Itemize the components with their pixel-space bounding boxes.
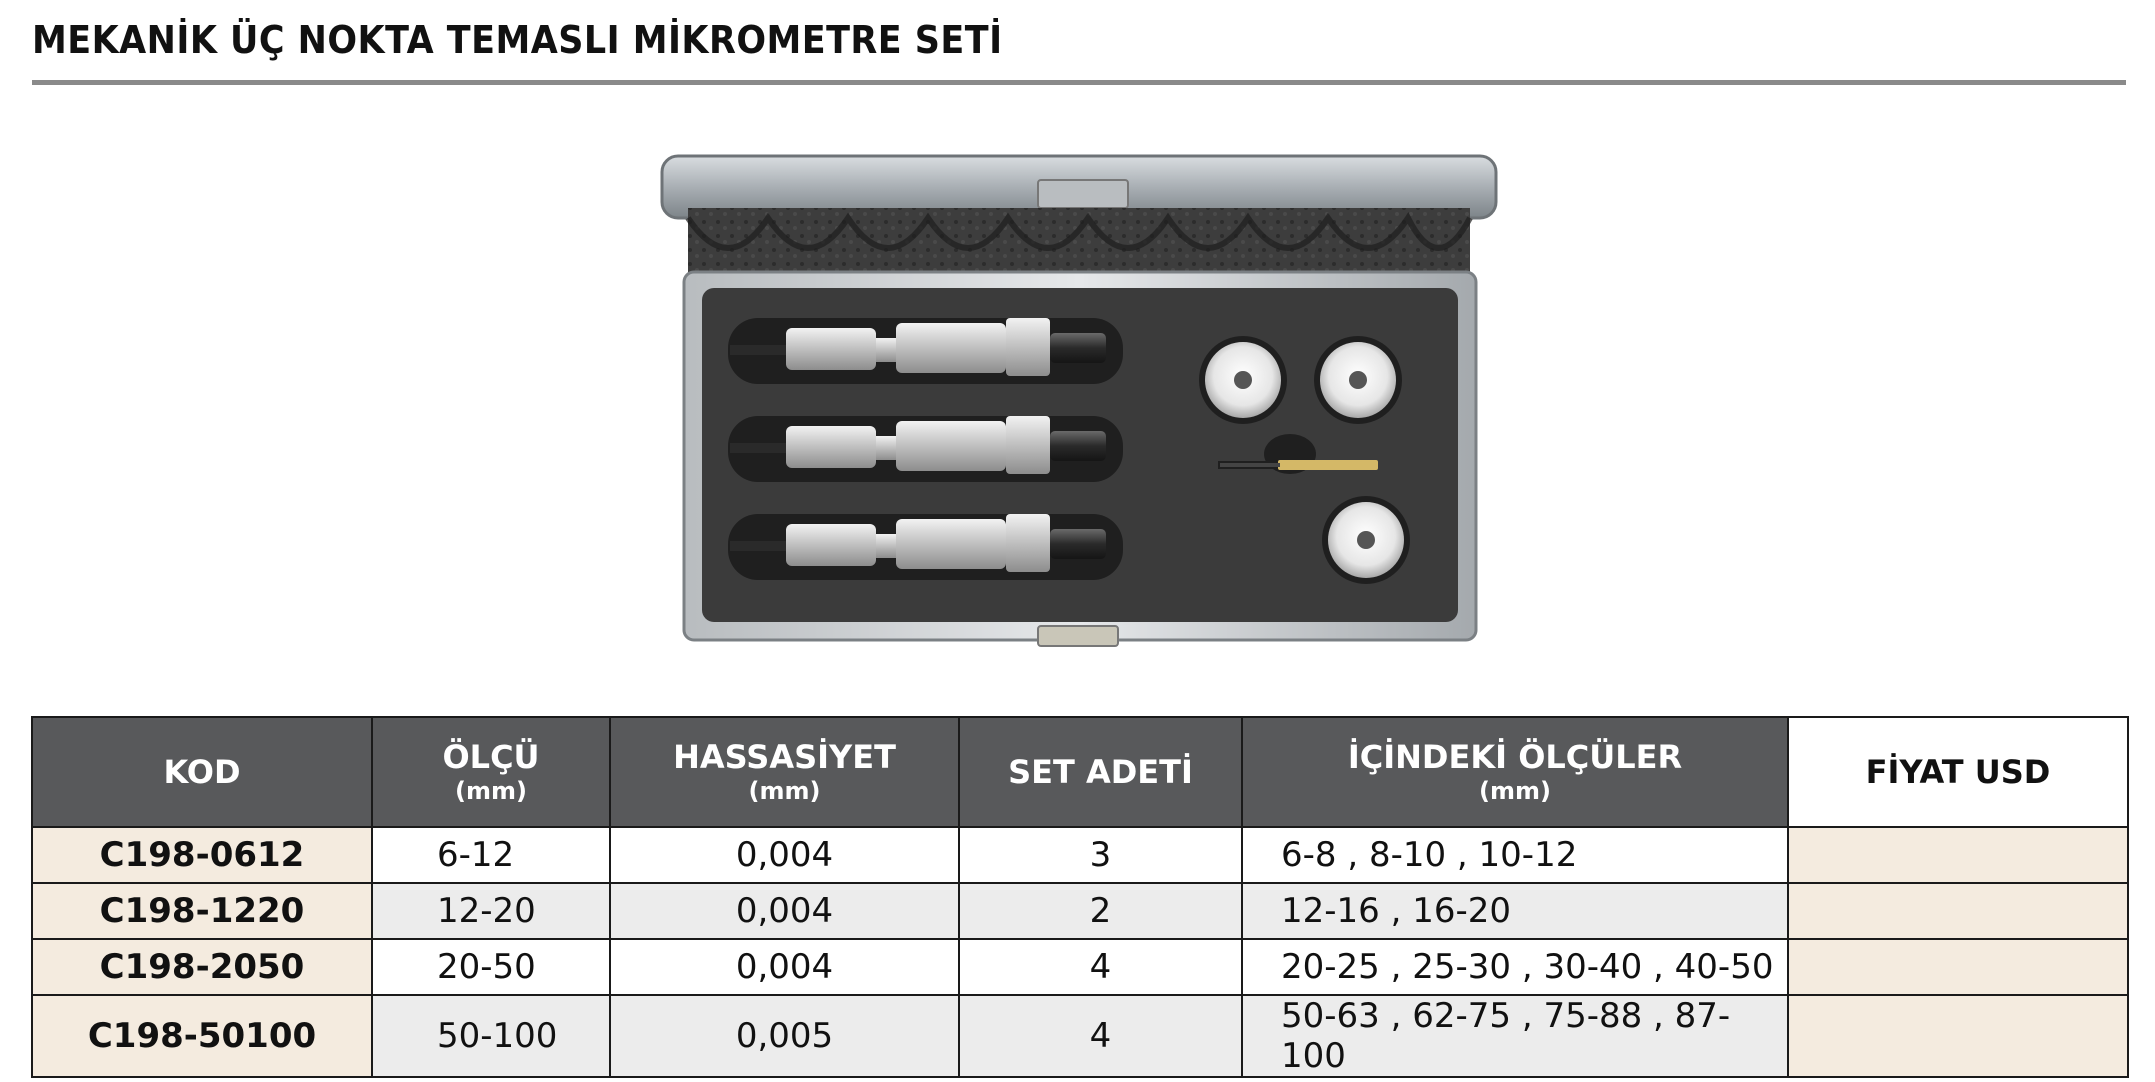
cell-kod: C198-0612 bbox=[32, 827, 372, 883]
cell-fiyat bbox=[1788, 995, 2128, 1077]
header-icindeki: İÇİNDEKİ ÖLÇÜLER (mm) bbox=[1242, 717, 1788, 827]
product-table bbox=[31, 716, 2129, 1078]
cell-set-adeti: 3 bbox=[959, 827, 1242, 883]
cell-fiyat bbox=[1788, 883, 2128, 939]
cell-icindeki: 50-63 , 62-75 , 75-88 , 87-100 bbox=[1242, 995, 1788, 1077]
header-olcu: ÖLÇÜ (mm) bbox=[372, 717, 610, 827]
table-row bbox=[32, 883, 2128, 939]
page-title: MEKANİK ÜÇ NOKTA TEMASLI MİKROMETRE SETİ bbox=[32, 18, 1003, 62]
header-set-adeti: SET ADETİ bbox=[959, 717, 1242, 827]
cell-fiyat bbox=[1788, 939, 2128, 995]
header-fiyat: FİYAT USD bbox=[1788, 717, 2128, 827]
cell-olcu: 6-12 bbox=[372, 827, 610, 883]
header-kod: KOD bbox=[32, 717, 372, 827]
cell-hassasiyet: 0,005 bbox=[610, 995, 959, 1077]
table-row bbox=[32, 939, 2128, 995]
cell-icindeki: 20-25 , 25-30 , 30-40 , 40-50 bbox=[1242, 939, 1788, 995]
cell-set-adeti: 2 bbox=[959, 883, 1242, 939]
cell-olcu: 50-100 bbox=[372, 995, 610, 1077]
cell-olcu: 12-20 bbox=[372, 883, 610, 939]
header-hassasiyet: HASSASİYET (mm) bbox=[610, 717, 959, 827]
table-header-row bbox=[32, 717, 2128, 827]
table-row bbox=[32, 995, 2128, 1077]
cell-kod: C198-2050 bbox=[32, 939, 372, 995]
cell-set-adeti: 4 bbox=[959, 939, 1242, 995]
cell-fiyat bbox=[1788, 827, 2128, 883]
cell-icindeki: 12-16 , 16-20 bbox=[1242, 883, 1788, 939]
cell-icindeki: 6-8 , 8-10 , 10-12 bbox=[1242, 827, 1788, 883]
cell-olcu: 20-50 bbox=[372, 939, 610, 995]
cell-hassasiyet: 0,004 bbox=[610, 883, 959, 939]
cell-set-adeti: 4 bbox=[959, 995, 1242, 1077]
cell-kod: C198-50100 bbox=[32, 995, 372, 1077]
cell-kod: C198-1220 bbox=[32, 883, 372, 939]
cell-hassasiyet: 0,004 bbox=[610, 827, 959, 883]
cell-hassasiyet: 0,004 bbox=[610, 939, 959, 995]
product-image bbox=[658, 148, 1500, 654]
table-row bbox=[32, 827, 2128, 883]
title-divider bbox=[32, 80, 2126, 85]
